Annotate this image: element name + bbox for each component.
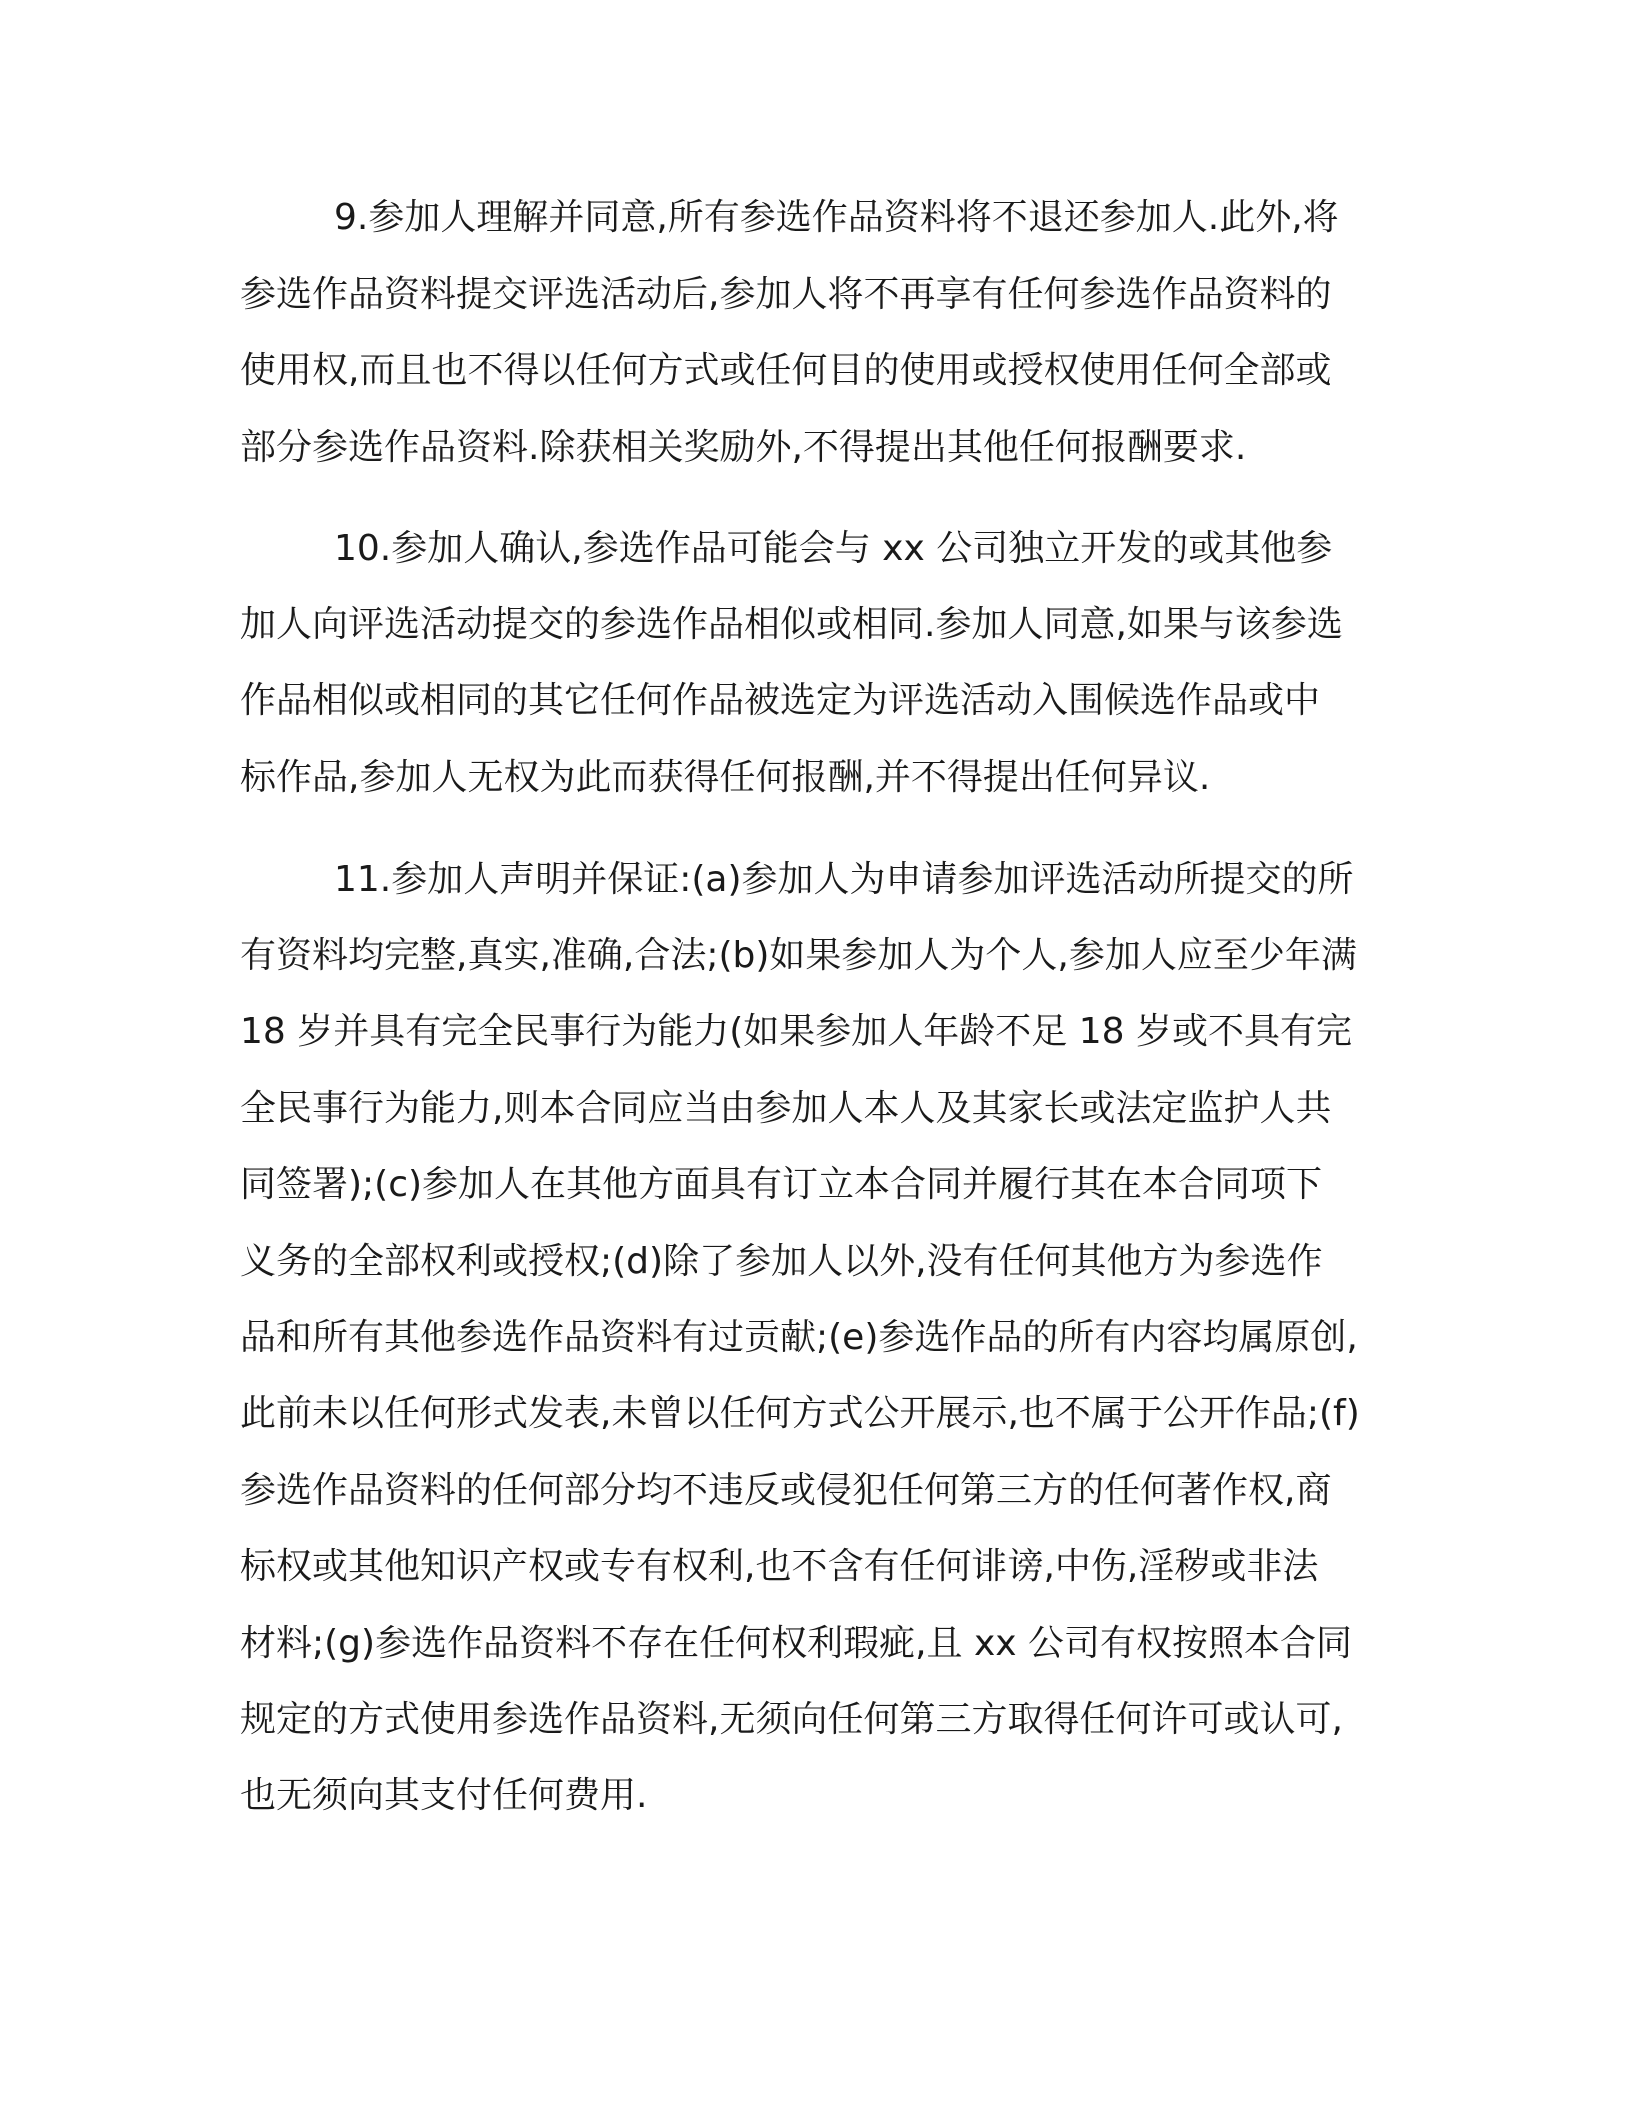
text-line: 作品相似或相同的其它任何作品被选定为评选活动入围候选作品或中: [240, 680, 1321, 721]
text-line: 义务的全部权利或授权;(d)除了参加人以外,没有任何其他方为参选作: [240, 1241, 1323, 1282]
text-line: 标权或其他知识产权或专有权利,也不含有任何诽谤,中伤,淫秽或非法: [240, 1546, 1319, 1587]
text-line: 材料;(g)参选作品资料不存在任何权利瑕疵,且 xx 公司有权按照本合同: [240, 1623, 1353, 1664]
text-line: 品和所有其他参选作品资料有过贡献;(e)参选作品的所有内容均属原创,: [240, 1317, 1358, 1358]
text-line: 参选作品资料的任何部分均不违反或侵犯任何第三方的任何著作权,商: [240, 1470, 1332, 1511]
text-line: 此前未以任何形式发表,未曾以任何方式公开展示,也不属于公开作品;(f): [240, 1393, 1360, 1434]
text-line: 规定的方式使用参选作品资料,无须向任何第三方取得任何许可或认可,: [240, 1699, 1343, 1740]
text-line: 全民事行为能力,则本合同应当由参加人本人及其家长或法定监护人共: [240, 1088, 1332, 1129]
text-line: 也无须向其支付任何费用.: [240, 1775, 648, 1816]
text-line: 9.参加人理解并同意,所有参选作品资料将不退还参加人.此外,将: [334, 197, 1339, 238]
text-line: 同签署);(c)参加人在其他方面具有订立本合同并履行其在本合同项下: [240, 1164, 1323, 1205]
text-line: 部分参选作品资料.除获相关奖励外,不得提出其他任何报酬要求.: [240, 427, 1247, 468]
text-line: 标作品,参加人无权为此而获得任何报酬,并不得提出任何异议.: [240, 757, 1211, 798]
text-line: 10.参加人确认,参选作品可能会与 xx 公司独立开发的或其他参: [334, 528, 1333, 569]
text-line: 18 岁并具有完全民事行为能力(如果参加人年龄不足 18 岁或不具有完: [240, 1011, 1352, 1052]
text-line: 加人向评选活动提交的参选作品相似或相同.参加人同意,如果与该参选: [240, 604, 1343, 645]
text-line: 有资料均完整,真实,准确,合法;(b)如果参加人为个人,参加人应至少年满: [240, 935, 1357, 976]
text-line: 11.参加人声明并保证:(a)参加人为申请参加评选活动所提交的所: [334, 859, 1354, 900]
text-line: 使用权,而且也不得以任何方式或任何目的使用或授权使用任何全部或: [240, 350, 1332, 391]
text-line: 参选作品资料提交评选活动后,参加人将不再享有任何参选作品资料的: [240, 274, 1332, 315]
